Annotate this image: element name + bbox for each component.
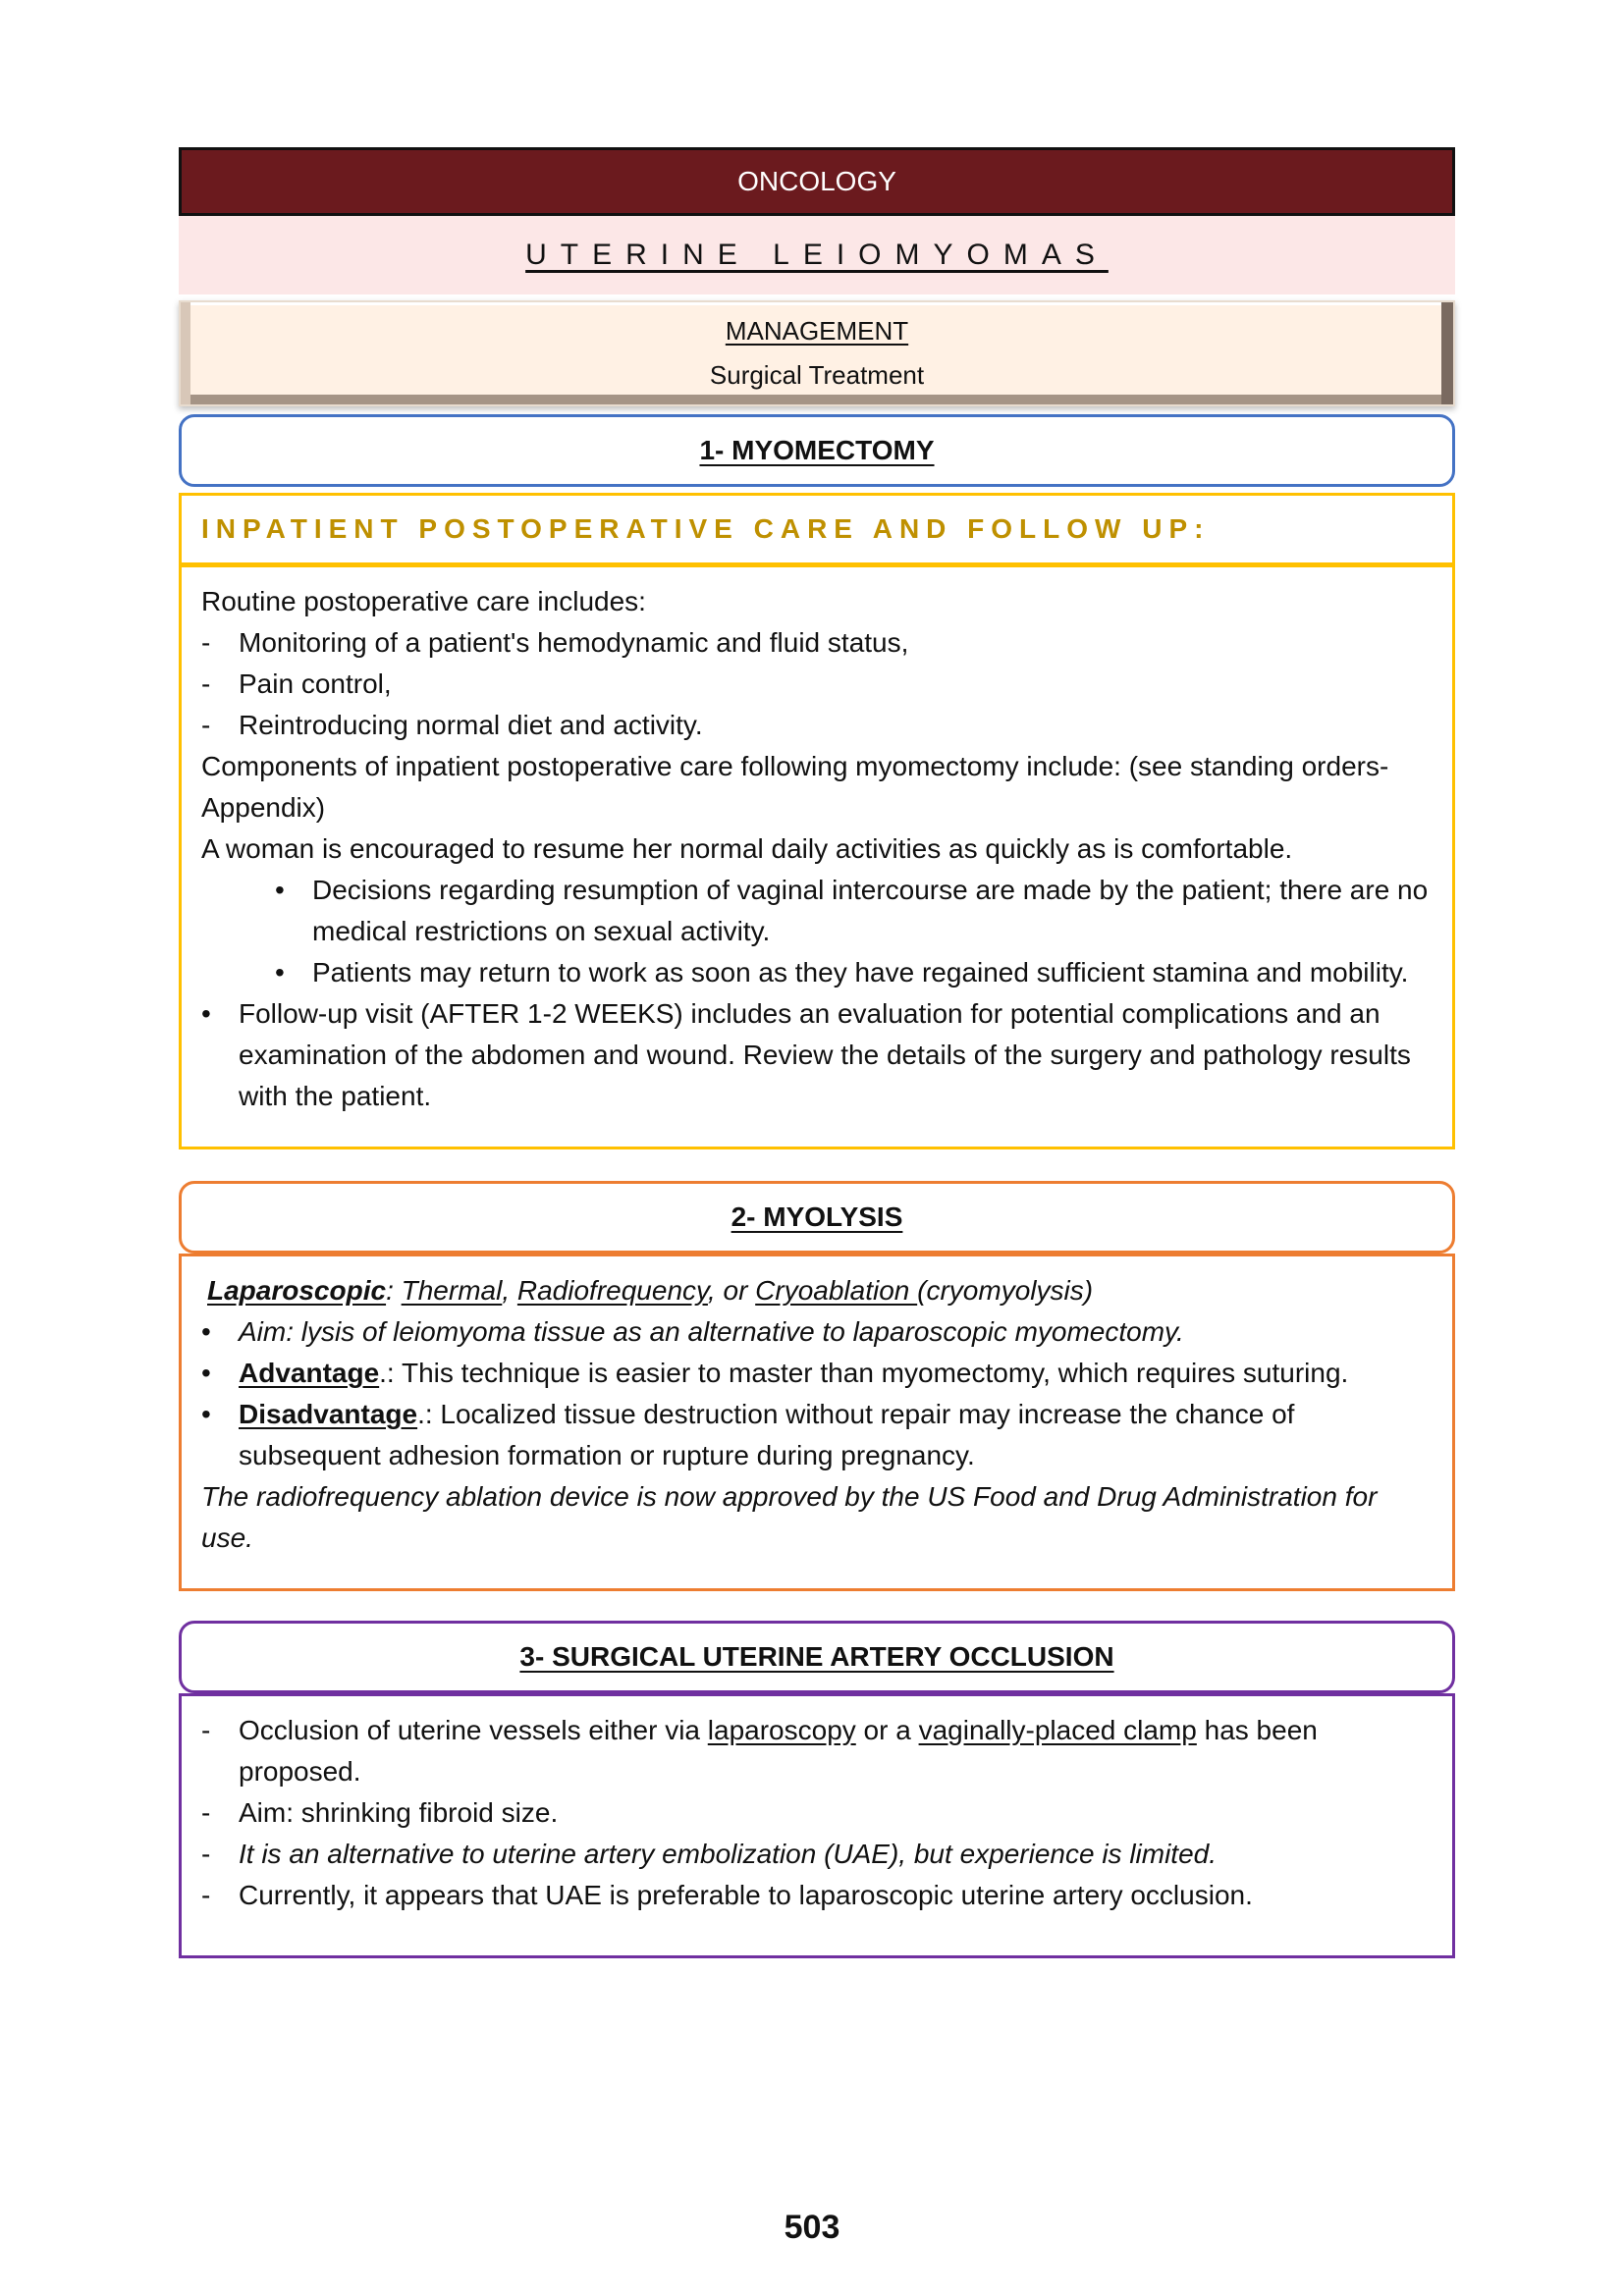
list-item: - Aim: shrinking fibroid size. bbox=[201, 1797, 559, 1828]
list-item: • Patients may return to work as soon as they have regained sufficient stamina and mobility. bbox=[275, 957, 1409, 988]
intro-text: Routine postoperative care includes: bbox=[201, 586, 646, 616]
document-page bbox=[179, 147, 1455, 1958]
list-item: - Reintroducing normal diet and activity. bbox=[201, 710, 703, 740]
clamp-term: vaginally-placed clamp bbox=[918, 1715, 1197, 1745]
postoperative-care-heading-box bbox=[179, 493, 1455, 567]
list-item: - Currently, it appears that UAE is preferable to laparoscopic uterine artery occlusion. bbox=[201, 1880, 1253, 1910]
occlusion-heading-box bbox=[179, 1621, 1455, 1693]
list-item: • Advantage.: This technique is easier to master than myomectomy, which requires suturing. bbox=[201, 1358, 1349, 1388]
category-label: ONCOLOGY bbox=[737, 166, 896, 196]
resume-text: A woman is encouraged to resume her normal daily activities as quickly as is comfortable. bbox=[201, 833, 1293, 864]
subsection-label: Surgical Treatment bbox=[709, 360, 925, 390]
myomectomy-heading-box bbox=[179, 414, 1455, 487]
components-text: Components of inpatient postoperative care following myomectomy include: (see standing orders-Appendix) bbox=[201, 751, 1389, 823]
list-item: - It is an alternative to uterine artery embolization (UAE), but experience is limited. bbox=[201, 1839, 1218, 1869]
list-item: • Disadvantage.: Localized tissue destruction without repair may increase the chance of subsequent adhesion formation or rupture during pregnancy. bbox=[201, 1399, 1295, 1470]
postoperative-care-body bbox=[179, 567, 1455, 1149]
title-banner bbox=[179, 216, 1455, 294]
postoperative-care-heading: INPATIENT POSTOPERATIVE CARE AND FOLLOW UP: bbox=[201, 513, 1211, 544]
myolysis-methods: Laparoscopic: Thermal, Radiofrequency, or Cryoablation (cryomyolysis) bbox=[207, 1275, 1094, 1306]
occlusion-body bbox=[179, 1693, 1455, 1958]
page-number: 503 bbox=[784, 2209, 840, 2246]
list-item: • Decisions regarding resumption of vaginal intercourse are made by the patient; there are no medical restrictions on sexual activity. bbox=[275, 875, 1429, 946]
list-item: - Pain control, bbox=[201, 668, 392, 699]
fda-note: The radiofrequency ablation device is now approved by the US Food and Drug Administration for use. bbox=[201, 1481, 1378, 1553]
occlusion-heading: 3- SURGICAL UTERINE ARTERY OCCLUSION bbox=[519, 1641, 1114, 1672]
page-title: UTERINE LEIOMYOMAS bbox=[525, 239, 1109, 271]
management-box bbox=[179, 300, 1455, 406]
myolysis-heading: 2- MYOLYSIS bbox=[731, 1201, 903, 1232]
list-item: • Aim: lysis of leiomyoma tissue as an alternative to laparoscopic myomectomy. bbox=[201, 1316, 1184, 1347]
myolysis-body bbox=[179, 1254, 1455, 1591]
myomectomy-heading: 1- MYOMECTOMY bbox=[699, 435, 935, 465]
list-item: - Monitoring of a patient's hemodynamic and fluid status, bbox=[201, 627, 909, 658]
myolysis-heading-box bbox=[179, 1181, 1455, 1254]
list-item: • Follow-up visit (AFTER 1-2 WEEKS) includes an evaluation for potential complications and an examination of the abdomen and wound. Review the details of the surgery and pathology results with the patient. bbox=[201, 998, 1411, 1111]
category-banner bbox=[179, 147, 1455, 216]
section-label: MANAGEMENT bbox=[725, 316, 909, 346]
list-item: - Occlusion of uterine vessels either via laparoscopy or a vaginally-placed clamp has been proposed. bbox=[201, 1715, 1318, 1787]
laparoscopy-term: laparoscopy bbox=[707, 1715, 856, 1745]
